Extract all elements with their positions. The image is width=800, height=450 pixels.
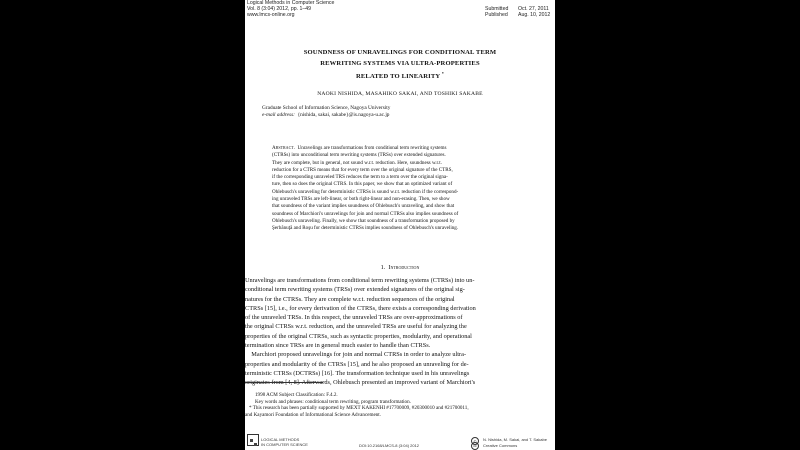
footer-license[interactable]: Creative Commons	[483, 443, 518, 448]
abstract-line: Ohlebusch's unraveling for deterministic CTRSs is sound w.r.t. reduction if the correspond-	[272, 188, 459, 195]
abstract-first-text: Unravelings are transformations from conditional term rewriting systems	[297, 145, 447, 151]
body-line: CTRSs [15], i.e., for every derivation of the CTRSs, there exists a corresponding derivation	[245, 304, 476, 312]
abstract-line: reduction for a CTRS means that for every term over the original signature of the CTRS,	[272, 166, 453, 173]
email-address[interactable]: {nishida, sakai, sakabe}@is.nagoya-u.ac.jp	[297, 112, 390, 118]
abstract-line: Ohlebusch's unraveling. Finally, we show that soundness of a transformation proposed by	[272, 217, 455, 224]
body-line: properties of the original CTRSs, such as syntactic properties, modularity, and operational	[245, 332, 472, 340]
section-heading	[245, 264, 555, 271]
lmcs-logo-mark	[248, 437, 259, 448]
paper-title-line-2: REWRITING SYSTEMS VIA ULTRA-PROPERTIES	[320, 60, 480, 67]
body-line: properties and modularity of the CTRSs [15], and he also proposed an unraveling for de-	[245, 360, 469, 368]
email-label: e-mail address:	[262, 112, 295, 118]
footer-doi[interactable]: DOI:10.2168/LMCS-8 (3:04) 2012	[359, 443, 420, 448]
affiliation-email	[262, 112, 389, 119]
abstract-line: They are complete, but in general, not sound w.r.t. reduction. Here, soundness w.r.t.	[272, 159, 442, 166]
published-date: Aug. 10, 2012	[518, 12, 551, 18]
copyright-icon: ©	[471, 437, 479, 445]
footnote-rule	[245, 382, 323, 383]
journal-volume: Vol. 8 (3:04) 2012, pp. 1–49	[247, 6, 312, 12]
abstract-first-line	[272, 145, 526, 152]
intro-body	[245, 276, 555, 388]
abstract-line: ture, then so does the original CTRS. In this paper, we show that an optimized variant of	[272, 181, 453, 188]
support-note: * This research has been partially supported by MEXT KAKENHI #17700009, #20300010 and #21700011,	[249, 405, 469, 412]
paper-page	[245, 0, 555, 450]
body-line: natures for the CTRSs. They are complete w.r.t. reduction sequences of the original	[245, 295, 455, 303]
abstract-line: that soundness of the variant implies soundness of Ohlebusch's unraveling, and show that	[272, 203, 455, 210]
published-label: Published	[485, 12, 508, 18]
footnotes	[245, 392, 555, 418]
body-line: originates from [4, 8]. Afterwards, Ohlebusch presented an improved variant of Marchiori's	[245, 379, 476, 387]
acm-classification: 1998 ACM Subject Classification: F.4.2.	[255, 392, 338, 398]
submitted-date: Oct. 27, 2011	[518, 6, 549, 12]
journal-website[interactable]: www.lmcs-online.org	[247, 12, 295, 18]
abstract-line: soundness of Marchiori's unravelings for join and normal CTRSs also implies soundness of	[272, 210, 459, 217]
title-footnote-mark[interactable]: *	[441, 71, 445, 76]
body-line: of the unraveled TRSs. In this respect, the unraveled TRSs are over-approximations of	[245, 314, 463, 322]
body-line: termination since TRSs are in general much easier to handle than CTRSs.	[245, 342, 431, 350]
body-line: conditional term rewriting systems (TRSs) over extended signatures of the original sig-	[245, 286, 465, 294]
paper-title-line-3	[245, 69, 555, 81]
section-title: Introduction	[388, 264, 420, 271]
affiliation-school: Graduate School of Information Science, Nagoya University	[262, 105, 391, 111]
lmcs-logo-icon	[247, 434, 259, 446]
journal-name: Logical Methods in Computer Science	[247, 0, 335, 6]
abstract-line: if the corresponding unraveled TRS reduces the term to a term over the original signa-	[272, 174, 448, 181]
body-line: the original CTRSs w.r.t. reduction, and the unraveled TRSs are useful for analyzing the	[245, 323, 467, 331]
abstract-line: Şerbănuţă and Roşu for deterministic CTRSs implies soundness of Ohlebusch's unraveling.	[272, 225, 459, 232]
paper-title-line-1: SOUNDNESS OF UNRAVELINGS FOR CONDITIONAL TERM	[303, 49, 497, 56]
abstract-line: ing unraveled TRSs are left-linear, or both right-linear and non-erasing. Then, we show	[272, 196, 450, 203]
author-list: NAOKI NISHIDA, MASAHIKO SAKAI, AND TOSHIKI SAKABE	[317, 91, 483, 97]
footer-logo-line-2: IN COMPUTER SCIENCE	[261, 442, 308, 447]
abstract-block	[272, 145, 526, 233]
body-line: Marchiori proposed unravelings for join and normal CTRSs in order to analyze ultra-	[245, 351, 467, 359]
creative-commons-icon: cc	[471, 442, 479, 450]
body-line: Unravelings are transformations from conditional term rewriting systems (CTRSs) into un-	[245, 277, 475, 284]
body-line: terministic CTRSs (DCTRSs) [16]. The transformation technique used in his unravelings	[245, 369, 470, 377]
section-number: 1.	[380, 264, 386, 271]
footer-logo-line-1: LOGICAL METHODS	[261, 437, 300, 442]
submitted-label: Submitted	[485, 6, 509, 12]
abstract-line: (CTRSs) into unconditional term rewriting systems (TRSs) over extended signatures.	[272, 152, 446, 159]
paper-title-line-3-text: RELATED TO LINEARITY	[355, 73, 441, 81]
keywords: Key words and phrases: conditional term rewriting, program transformation.	[255, 398, 411, 405]
abstract-label: Abstract.	[272, 145, 295, 151]
support-note-cont: and Kayamori Foundation of Informational Science Advancement.	[245, 411, 381, 418]
footer-copyright-authors: N. Nishida, M. Sakai, and T. Sakabe	[483, 437, 547, 442]
